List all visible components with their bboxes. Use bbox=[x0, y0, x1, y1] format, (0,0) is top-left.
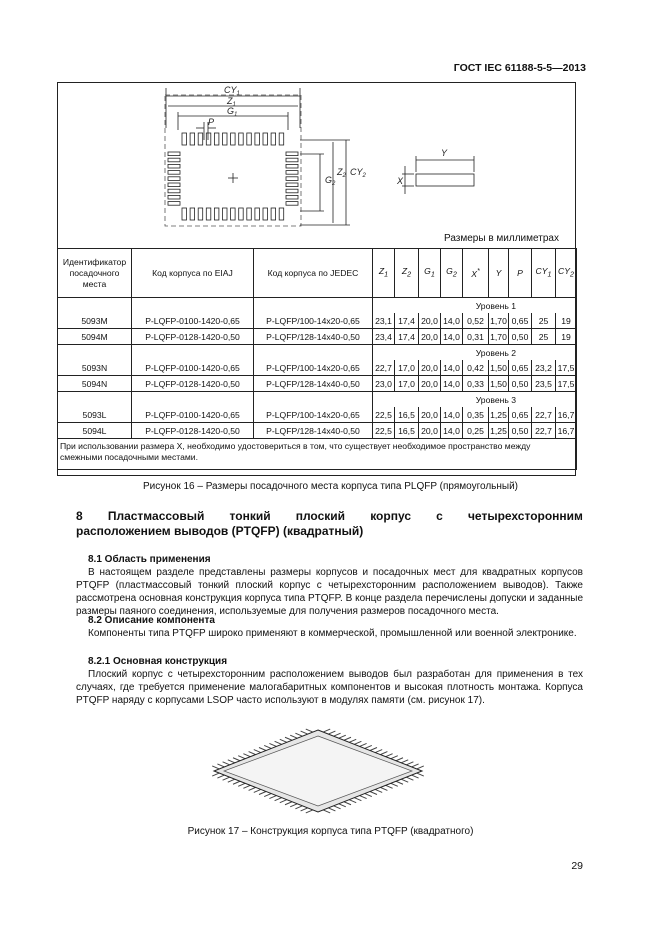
package-lead bbox=[249, 787, 256, 790]
cy1-label: $CY_1$ bbox=[224, 85, 240, 97]
cell-id: 5093N bbox=[58, 360, 132, 376]
y-label: Y bbox=[441, 148, 448, 158]
pad-left bbox=[168, 158, 180, 162]
cell-z1: 22,5 bbox=[373, 407, 395, 423]
cell-p: 0,65 bbox=[509, 313, 532, 329]
package-lead bbox=[269, 796, 276, 799]
pad-left bbox=[168, 171, 180, 175]
cell-z2: 17,0 bbox=[395, 360, 419, 376]
col-header-g2: $G_2$ bbox=[441, 249, 463, 298]
package-lead bbox=[334, 806, 341, 809]
package-lead bbox=[375, 789, 382, 792]
cell-g2: 14,0 bbox=[441, 423, 463, 439]
single-pad-detail bbox=[416, 174, 474, 186]
cell-z2: 17,4 bbox=[395, 329, 419, 345]
package-lead bbox=[254, 789, 261, 792]
package-lead bbox=[365, 794, 372, 797]
package-lead bbox=[306, 810, 313, 813]
cell-p: 0,65 bbox=[509, 407, 532, 423]
package-lead bbox=[306, 729, 313, 732]
section-8-2-heading: 8.2 Описание компонента bbox=[88, 615, 215, 626]
cell-jedec: P-LQFP/100-14x20-0,65 bbox=[254, 313, 373, 329]
level-spacer-cell bbox=[132, 345, 254, 361]
package-lead bbox=[334, 733, 341, 736]
pad-top bbox=[271, 133, 276, 145]
package-lead bbox=[391, 783, 398, 786]
package-lead bbox=[375, 750, 382, 753]
package-lead bbox=[280, 739, 287, 742]
section-8-title-line1: 8 Пластмассовый тонкий плоский корпус с четырехсторонним bbox=[76, 509, 583, 523]
package-lead bbox=[323, 810, 330, 813]
package-lead bbox=[233, 781, 240, 784]
section-8-2-text: Компоненты типа PTQFP широко применяют в коммерческой, промышленной или военной электронике. bbox=[88, 628, 577, 639]
figure-16-caption: Рисунок 16 – Размеры посадочного места корпуса типа PLQFP (прямоугольный) bbox=[142, 481, 519, 492]
cell-cy1: 23,2 bbox=[532, 360, 556, 376]
pad-bottom bbox=[271, 208, 276, 220]
pad-bottom bbox=[239, 208, 244, 220]
pad-right bbox=[286, 177, 298, 181]
package-lead bbox=[391, 756, 398, 759]
level-spacer-cell bbox=[58, 392, 132, 408]
col-header-z2: $Z_2$ bbox=[395, 249, 419, 298]
col-header-x: X* bbox=[463, 249, 489, 298]
package-lead bbox=[360, 743, 367, 746]
pad-right bbox=[286, 164, 298, 168]
package-lead bbox=[412, 775, 419, 778]
cell-y: 1,25 bbox=[489, 423, 509, 439]
cell-x: 0,35 bbox=[463, 407, 489, 423]
package-lead bbox=[275, 798, 282, 801]
package-lead bbox=[406, 777, 413, 780]
table-row bbox=[58, 360, 577, 376]
page-number: 29 bbox=[571, 860, 583, 872]
ptqfp-package-illustration bbox=[198, 726, 438, 816]
pad-bottom bbox=[231, 208, 236, 220]
cell-p: 0,50 bbox=[509, 423, 532, 439]
level-row bbox=[58, 392, 577, 408]
cell-x: 0,31 bbox=[463, 329, 489, 345]
g2-label: $G_2$ bbox=[325, 175, 336, 187]
cell-cy1: 22,7 bbox=[532, 423, 556, 439]
pad-top bbox=[190, 133, 195, 145]
cell-cy1: 25 bbox=[532, 313, 556, 329]
cell-eiaj: P-LQFP-0100-1420-0,65 bbox=[132, 313, 254, 329]
package-lead bbox=[280, 800, 287, 803]
cell-eiaj: P-LQFP-0100-1420-0,65 bbox=[132, 407, 254, 423]
cell-g1: 20,0 bbox=[419, 360, 441, 376]
col-header-y: Y bbox=[489, 249, 509, 298]
level-label: Уровень 2 bbox=[373, 345, 577, 361]
cell-x: 0,33 bbox=[463, 376, 489, 392]
package-lead bbox=[301, 731, 308, 734]
section-8-2 bbox=[76, 614, 583, 640]
package-lead bbox=[339, 735, 346, 738]
package-lead bbox=[259, 792, 266, 795]
table-row bbox=[58, 376, 577, 392]
cell-cy1: 22,7 bbox=[532, 407, 556, 423]
package-lead bbox=[285, 802, 292, 805]
package-lead bbox=[354, 741, 361, 744]
cell-z2: 16,5 bbox=[395, 423, 419, 439]
pad-bottom bbox=[223, 208, 228, 220]
cell-z2: 17,0 bbox=[395, 376, 419, 392]
package-lead bbox=[254, 750, 261, 753]
cell-cy2: 16,7 bbox=[556, 407, 577, 423]
package-lead bbox=[349, 800, 356, 803]
z2-label: $Z_2$ bbox=[337, 167, 346, 179]
pad-left bbox=[168, 152, 180, 156]
package-lead bbox=[228, 760, 235, 763]
cell-cy1: 25 bbox=[532, 329, 556, 345]
package-lead bbox=[344, 737, 351, 740]
section-8-2-1 bbox=[76, 655, 583, 707]
pad-bottom bbox=[182, 208, 187, 220]
cell-g2: 14,0 bbox=[441, 329, 463, 345]
level-spacer-cell bbox=[254, 392, 373, 408]
package-lead bbox=[290, 735, 297, 738]
cell-id: 5094L bbox=[58, 423, 132, 439]
package-lead bbox=[380, 752, 387, 755]
cell-g2: 14,0 bbox=[441, 360, 463, 376]
pad-top bbox=[247, 133, 252, 145]
section-8-1-heading: 8.1 Область применения bbox=[88, 554, 211, 565]
package-lead bbox=[223, 762, 230, 765]
level-label: Уровень 3 bbox=[373, 392, 577, 408]
cell-y: 1,50 bbox=[489, 360, 509, 376]
pad-top bbox=[182, 133, 187, 145]
package-lead bbox=[238, 783, 245, 786]
cell-jedec: P-LQFP/100-14x20-0,65 bbox=[254, 360, 373, 376]
package-lead bbox=[386, 754, 393, 757]
footnote-row bbox=[58, 439, 577, 470]
cell-z1: 22,7 bbox=[373, 360, 395, 376]
section-8-2-1-text: Плоский корпус с четырехсторонним расположением выводов был разработан для применения в тех случаях, где требуется применение малогабаритных компонентов и высокая плотность монтажа. Корпуса PTQFP наряду с корпусами LSOP часто используют в модулях памяти (см. рисунок 17). bbox=[76, 669, 583, 706]
cell-y: 1,70 bbox=[489, 313, 509, 329]
package-lead bbox=[233, 758, 240, 761]
pad-bottom bbox=[263, 208, 268, 220]
cell-g2: 14,0 bbox=[441, 376, 463, 392]
pad-right bbox=[286, 158, 298, 162]
pad-bottom bbox=[247, 208, 252, 220]
cell-z1: 22,5 bbox=[373, 423, 395, 439]
cy2-label: $CY_2$ bbox=[350, 167, 366, 179]
pad-bottom bbox=[255, 208, 260, 220]
package-lead bbox=[370, 748, 377, 751]
cell-z2: 17,4 bbox=[395, 313, 419, 329]
package-lead bbox=[354, 798, 361, 801]
cell-eiaj: P-LQFP-0128-1420-0,50 bbox=[132, 376, 254, 392]
pad-bottom bbox=[279, 208, 284, 220]
col-header-z1: $Z_1$ bbox=[373, 249, 395, 298]
cell-z2: 16,5 bbox=[395, 407, 419, 423]
package-lead bbox=[396, 758, 403, 761]
cell-g2: 14,0 bbox=[441, 407, 463, 423]
package-lead bbox=[212, 773, 219, 776]
pad-right bbox=[286, 189, 298, 193]
table-row bbox=[58, 329, 577, 345]
g1-label: $G_1$ bbox=[227, 106, 238, 118]
pad-top bbox=[231, 133, 236, 145]
col-header-id: Идентификатор посадочного места bbox=[58, 249, 132, 298]
package-lead bbox=[344, 802, 351, 805]
package-lead bbox=[396, 781, 403, 784]
p-label: P bbox=[208, 117, 215, 127]
package-lead bbox=[228, 779, 235, 782]
pad-top bbox=[255, 133, 260, 145]
land-pattern-drawing bbox=[0, 0, 661, 250]
package-lead bbox=[417, 773, 424, 776]
package-lead bbox=[406, 762, 413, 765]
cell-id: 5094M bbox=[58, 329, 132, 345]
package-lead bbox=[217, 775, 224, 778]
package-lead bbox=[275, 741, 282, 744]
cell-cy2: 17,5 bbox=[556, 360, 577, 376]
package-lead bbox=[217, 764, 224, 767]
cell-id: 5093M bbox=[58, 313, 132, 329]
figure-17-caption: Рисунок 17 – Конструкция корпуса типа PTQFP (квадратного) bbox=[187, 826, 474, 837]
pad-top bbox=[223, 133, 228, 145]
table-row bbox=[58, 313, 577, 329]
cell-g1: 20,0 bbox=[419, 329, 441, 345]
package-lead bbox=[360, 796, 367, 799]
pad-top bbox=[279, 133, 284, 145]
cell-eiaj: P-LQFP-0100-1420-0,65 bbox=[132, 360, 254, 376]
package-lead bbox=[401, 760, 408, 763]
package-lead bbox=[339, 804, 346, 807]
cell-z1: 23,1 bbox=[373, 313, 395, 329]
pad-bottom bbox=[190, 208, 195, 220]
pad-bottom bbox=[198, 208, 203, 220]
cell-g1: 20,0 bbox=[419, 313, 441, 329]
cell-cy2: 16,7 bbox=[556, 423, 577, 439]
cell-cy2: 19 bbox=[556, 313, 577, 329]
level-row bbox=[58, 298, 577, 314]
col-header-jedec: Код корпуса по JEDEC bbox=[254, 249, 373, 298]
pad-top bbox=[198, 133, 203, 145]
pad-top bbox=[263, 133, 268, 145]
pad-right bbox=[286, 202, 298, 206]
package-lead bbox=[401, 779, 408, 782]
pad-bottom bbox=[214, 208, 219, 220]
cell-eiaj: P-LQFP-0128-1420-0,50 bbox=[132, 329, 254, 345]
pad-right bbox=[286, 195, 298, 199]
cell-g1: 20,0 bbox=[419, 423, 441, 439]
col-header-eiaj: Код корпуса по EIAJ bbox=[132, 249, 254, 298]
level-spacer-cell bbox=[254, 298, 373, 314]
cell-g1: 20,0 bbox=[419, 376, 441, 392]
pad-top bbox=[239, 133, 244, 145]
pad-right bbox=[286, 152, 298, 156]
package-lead bbox=[259, 748, 266, 751]
package-lead bbox=[386, 785, 393, 788]
level-spacer-cell bbox=[132, 392, 254, 408]
section-8-2-1-heading: 8.2.1 Основная конструкция bbox=[88, 656, 228, 667]
document-header: ГОСТ IEC 61188-5-5—2013 bbox=[453, 62, 586, 74]
dimensions-table bbox=[57, 248, 577, 470]
cell-id: 5094N bbox=[58, 376, 132, 392]
package-lead bbox=[301, 808, 308, 811]
package-lead bbox=[212, 766, 219, 769]
cell-y: 1,50 bbox=[489, 376, 509, 392]
package-lead bbox=[380, 787, 387, 790]
package-lead bbox=[243, 754, 250, 757]
cell-cy1: 23,5 bbox=[532, 376, 556, 392]
col-header-cy2: $CY_2$ bbox=[556, 249, 577, 298]
cell-g2: 14,0 bbox=[441, 313, 463, 329]
package-lead bbox=[269, 743, 276, 746]
pad-top bbox=[214, 133, 219, 145]
cell-z1: 23,0 bbox=[373, 376, 395, 392]
package-lead bbox=[349, 739, 356, 742]
package-lead bbox=[238, 756, 245, 759]
package-lead bbox=[365, 745, 372, 748]
section-8-title-line2: расположением выводов (PTQFP) (квадратный) bbox=[76, 524, 364, 538]
level-row bbox=[58, 345, 577, 361]
cell-p: 0,50 bbox=[509, 329, 532, 345]
package-lead bbox=[243, 785, 250, 788]
x-label: X bbox=[397, 176, 404, 186]
cell-x: 0,42 bbox=[463, 360, 489, 376]
cell-p: 0,65 bbox=[509, 360, 532, 376]
cell-jedec: P-LQFP/128-14x40-0,50 bbox=[254, 376, 373, 392]
pad-left bbox=[168, 195, 180, 199]
pad-right bbox=[286, 183, 298, 187]
cell-x: 0,25 bbox=[463, 423, 489, 439]
section-8-title bbox=[76, 509, 583, 539]
cell-jedec: P-LQFP/100-14x20-0,65 bbox=[254, 407, 373, 423]
cell-jedec: P-LQFP/128-14x40-0,50 bbox=[254, 423, 373, 439]
package-lead bbox=[328, 731, 335, 734]
package-lead bbox=[328, 808, 335, 811]
package-lead bbox=[264, 745, 271, 748]
units-note: Размеры в миллиметрах bbox=[444, 233, 559, 244]
package-lead bbox=[223, 777, 230, 780]
package-lead bbox=[417, 766, 424, 769]
level-spacer-cell bbox=[254, 345, 373, 361]
table-row bbox=[58, 407, 577, 423]
pad-right bbox=[286, 171, 298, 175]
package-lead bbox=[264, 794, 271, 797]
level-spacer-cell bbox=[132, 298, 254, 314]
cell-z1: 23,4 bbox=[373, 329, 395, 345]
cell-id: 5093L bbox=[58, 407, 132, 423]
level-spacer-cell bbox=[58, 298, 132, 314]
col-header-p: P bbox=[509, 249, 532, 298]
cell-cy2: 19 bbox=[556, 329, 577, 345]
pad-left bbox=[168, 177, 180, 181]
package-lead bbox=[249, 752, 256, 755]
cell-y: 1,25 bbox=[489, 407, 509, 423]
pad-left bbox=[168, 183, 180, 187]
table-footnote: При использовании размера X, необходимо удостовериться в том, что существует необходимое пространство между смежными посадочными местами. bbox=[58, 439, 577, 470]
package-lead bbox=[295, 733, 302, 736]
cell-cy2: 17,5 bbox=[556, 376, 577, 392]
package-lead bbox=[285, 737, 292, 740]
package-lead bbox=[290, 804, 297, 807]
cell-jedec: P-LQFP/128-14x40-0,50 bbox=[254, 329, 373, 345]
package-lead bbox=[295, 806, 302, 809]
pad-left bbox=[168, 202, 180, 206]
package-lead bbox=[412, 764, 419, 767]
section-8-1-text: В настоящем разделе представлены размеры корпусов и посадочных мест для квадратных корпусов PTQFP (пластмассовый тонкий плоский корпус с четырехсторонним расположением выводов). Также рассмотрена основная конструкция корпуса типа PTQFP. В конце раздела перечислены допуски и заданные размеры паяного соединения, используемые для получения размеров посадочного места. bbox=[76, 567, 583, 617]
level-label: Уровень 1 bbox=[373, 298, 577, 314]
package-lead bbox=[370, 792, 377, 795]
pad-top bbox=[206, 133, 211, 145]
cell-p: 0,50 bbox=[509, 376, 532, 392]
cell-g1: 20,0 bbox=[419, 407, 441, 423]
table-header-row bbox=[58, 249, 577, 298]
level-spacer-cell bbox=[58, 345, 132, 361]
cell-x: 0,52 bbox=[463, 313, 489, 329]
pad-left bbox=[168, 189, 180, 193]
pad-bottom bbox=[206, 208, 211, 220]
col-header-cy1: $CY_1$ bbox=[532, 249, 556, 298]
z1-label: $Z_1$ bbox=[227, 96, 236, 108]
package-lead bbox=[323, 729, 330, 732]
cell-y: 1,70 bbox=[489, 329, 509, 345]
section-8-1 bbox=[76, 553, 583, 618]
table-row bbox=[58, 423, 577, 439]
col-header-g1: $G_1$ bbox=[419, 249, 441, 298]
pad-left bbox=[168, 164, 180, 168]
cell-eiaj: P-LQFP-0128-1420-0,50 bbox=[132, 423, 254, 439]
